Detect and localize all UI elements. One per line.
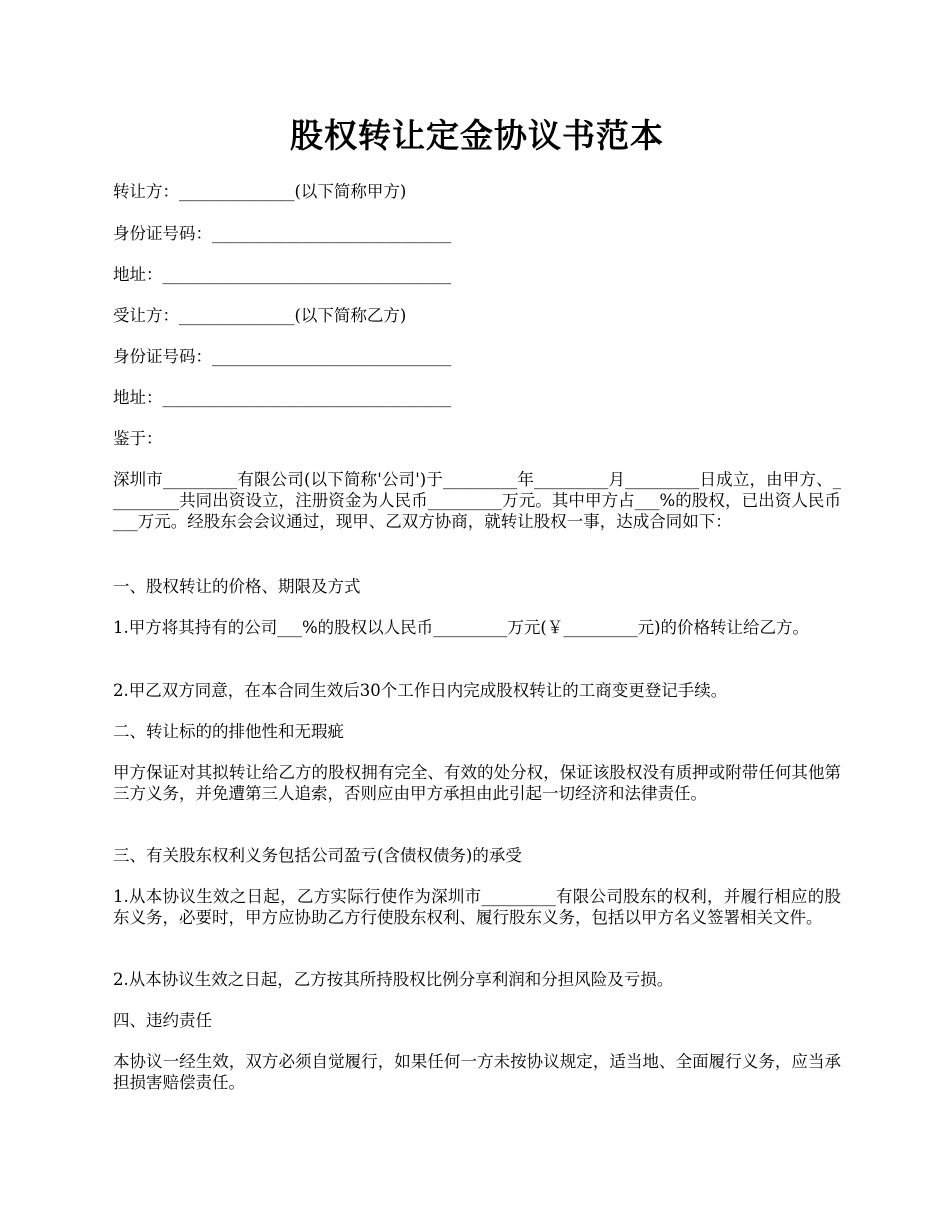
transferee-id-line: 身份证号码：_____________________________ <box>113 347 452 366</box>
section-4-heading: 四、违约责任 <box>113 1011 212 1030</box>
transferee-address-line: 地址：___________________________________ <box>113 388 452 407</box>
section-2-paragraph: 甲方保证对其拟转让给乙方的股权拥有完全、有效的处分权，保证该股权没有质押或附带任何其他第三方义务，并免遭第三人追索，否则应由甲方承担由此引起一切经济和法律责任。 <box>113 763 841 803</box>
transferee-line: 受让方：______________(以下简称乙方) <box>113 306 407 325</box>
background-paragraph: 深圳市_________有限公司(以下简称'公司')于_________年_________月_________日成立，由甲方、_________共同出资设立，注册资金为人民币_________万元。其中甲方占___%的股权，已出资人民币___万元。经股东会会议通过，现甲、乙双方协商，就转让股权一事，达成合同如下： <box>113 470 841 531</box>
section-1-clause-1: 1.甲方将其持有的公司___%的股权以人民币_________万元(￥_________元)的价格转让给乙方。 <box>113 618 810 637</box>
section-1-clause-2: 2.甲乙双方同意，在本合同生效后30个工作日内完成股权转让的工商变更登记手续。 <box>113 681 728 700</box>
document-title: 股权转让定金协议书范本 <box>290 116 664 155</box>
whereas-heading: 鉴于： <box>113 429 163 448</box>
transferor-line: 转让方：______________(以下简称甲方) <box>113 182 407 201</box>
section-3-heading: 三、有关股东权利义务包括公司盈亏(含债权债务)的承受 <box>113 846 522 865</box>
section-4-paragraph: 本协议一经生效，双方必须自觉履行，如果任何一方未按协议规定，适当地、全面履行义务，应当承担损害赔偿责任。 <box>113 1052 841 1092</box>
section-3-clause-2: 2.从本协议生效之日起，乙方按其所持股权比例分享利润和分担风险及亏损。 <box>113 970 674 989</box>
transferor-id-line: 身份证号码：_____________________________ <box>113 224 452 243</box>
section-3-clause-1: 1.从本协议生效之日起，乙方实际行使作为深圳市_________有限公司股东的权利，并履行相应的股东义务，必要时，甲方应协助乙方行使股东权利、履行股东义务，包括以甲方名义签署相关文件。 <box>113 887 841 927</box>
transferor-address-line: 地址：___________________________________ <box>113 265 452 284</box>
section-2-heading: 二、转让标的的排他性和无瑕疵 <box>113 722 344 741</box>
section-1-heading: 一、股权转让的价格、期限及方式 <box>113 577 361 596</box>
